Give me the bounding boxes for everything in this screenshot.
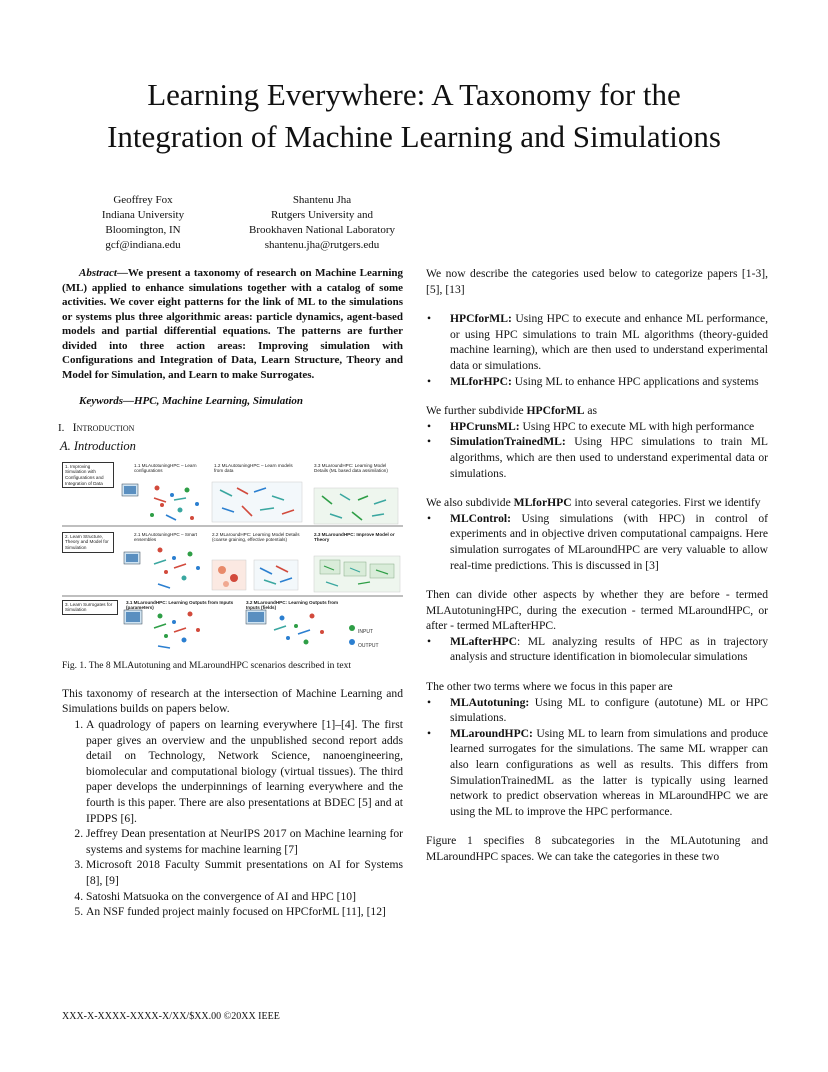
text: as: [584, 404, 597, 418]
figure-panel-2-2-label: 2.2 MLaroundHPC: Learning Model Details (coarse graining, effective potentials): [212, 531, 300, 543]
term: HPCforML:: [450, 312, 512, 326]
legend-input-label: INPUT: [358, 628, 373, 635]
term-definition: : ML analyzing results of HPC as in trajectory analysis and structure identification in biomolecular simulations: [450, 634, 768, 664]
term-definition: Using ML to learn from simulations and produce learned surrogates for the simulations. The same ML wrapper can also learn configurations as well as results. This differs from SimulationTrainedML as the latter is typically using learned network to predict observation whereas in MLaroundHPC we are using the ML to improve the HPC performance.: [450, 726, 768, 818]
title-line-2: Integration of Machine Learning and Simulations: [107, 119, 721, 154]
copyright-footer: XXX-X-XXXX-XXXX-X/XX/$XX.00 ©20XX IEEE: [62, 1011, 280, 1022]
term-definition: Using ML to configure (autotune) ML or HPC simulations.: [450, 695, 768, 725]
author-name: Geoffrey Fox: [113, 194, 173, 206]
figure-row2-label: 2. Learn Structure, Theory and Model for Simulation: [62, 532, 114, 553]
bullet-list: [426, 311, 768, 389]
section-number: I.: [58, 421, 65, 434]
figure-panel-2-1: [124, 547, 200, 588]
author-block-1: [82, 193, 204, 253]
term: MLforHPC: [513, 496, 572, 510]
figure-panel-3-2-label: 3.2 MLaroundHPC: Learning Outputs from Inputs (fields): [246, 599, 339, 611]
legend-output-label: OUTPUT: [358, 642, 379, 649]
author-affiliation: Indiana University: [101, 209, 185, 221]
figure-1: [62, 460, 403, 652]
author-name: Shantenu Jha: [292, 194, 352, 206]
list-item: [426, 434, 768, 481]
figure-panel-3-1-label: 3.1 MLaroundHPC: Learning Outputs from Inputs (parameters): [126, 599, 234, 611]
keywords-label: Keywords: [79, 395, 123, 407]
term: MLAutotuning:: [450, 695, 530, 709]
term-definition: Using HPC to execute and enhance ML performance, or using HPC simulations to train ML algorithms (theory-guided machine learning), which are then used to understand experimental data or simulations.: [450, 312, 768, 372]
figure-caption: Fig. 1. The 8 MLAutotuning and MLaroundHPC scenarios described in text: [62, 660, 352, 671]
term: HPCrunsML:: [450, 419, 520, 433]
paragraph: The other two terms where we focus in this paper are: [426, 680, 673, 694]
right-column: [426, 266, 768, 865]
list-item: [426, 374, 768, 390]
figure-panel-1-2-label: 1.2 MLAutotuningHPC – Learn models from data: [214, 462, 293, 474]
author-email[interactable]: shantenu.jha@rutgers.edu: [264, 239, 380, 251]
author-affiliation: Rutgers University and: [270, 209, 374, 221]
figure-panel-3-1: [124, 610, 200, 648]
paragraph: We now describe the categories used below to categorize papers [1-3], [5], [13]: [426, 267, 768, 296]
title-line-1: Learning Everywhere: A Taxonomy for the: [147, 77, 681, 112]
figure-panel-2-3-label: 2.3 MLaroundHPC: Improve Model or Theory: [314, 531, 395, 543]
figure-panel-2-2: [212, 560, 298, 590]
list-item: 3. Microsoft 2018 Faculty Summit presentations on AI for Systems [8], [9]: [86, 857, 403, 888]
keywords-text: —HPC, Machine Learning, Simulation: [123, 395, 304, 407]
term: MLControl:: [450, 511, 511, 525]
paragraph: Then can divide other aspects by whether they are before - termed MLAutotuningHPC, during the execution - termed MLaroundHPC, or after - termed MLafterHPC.: [426, 588, 768, 633]
abstract-text: —We present a taxonomy of research on Machine Learning (ML) applied to enhance simulations together with a catalog of some activities. We cover eight patterns for the link of ML to the simulations or systems plus three algorithmic areas: particle dynamics, agent-based models and partial differential equations. The patterns are further divided into three action areas: Improving simulation with Configurations and Integration of Data, Learn Structure, Theory and Model for Simulation, and Learn to make Surrogates.: [62, 267, 403, 381]
figure-panel-2-1-label: 2.1 MLAutotuningHPC – Smart ensembles: [134, 531, 198, 543]
figure-graphics: [62, 460, 403, 652]
subsection-heading: A. Introduction: [60, 439, 136, 454]
term-definition: Using ML to enhance HPC applications and systems: [511, 374, 759, 388]
figure-panel-1-1-label: 1.1 MLAutotuningHPC – Learn configurations: [134, 462, 197, 474]
figure-panel-1-2: [212, 482, 302, 522]
abstract-label: Abstract: [79, 267, 117, 279]
list-item: 4. Satoshi Matsuoka on the convergence of AI and HPC [10]: [86, 889, 403, 905]
legend-output-marker: [349, 639, 355, 645]
author-location: Bloomington, IN: [105, 224, 181, 236]
author-block-2: [232, 193, 412, 253]
author-affiliation-2: Brookhaven National Laboratory: [248, 224, 395, 236]
bullet-list: [426, 634, 768, 665]
list-item: [426, 311, 768, 373]
bullet-list: [426, 419, 768, 481]
section-title: Introduction: [72, 419, 135, 434]
term: MLafterHPC: [450, 634, 517, 648]
term: MLforHPC:: [450, 374, 512, 388]
figure-panel-1-1: [122, 484, 199, 520]
section-heading: [58, 420, 403, 437]
bullet-list: [426, 511, 768, 573]
author-email[interactable]: gcf@indiana.edu: [105, 239, 181, 251]
term-definition: Using HPC simulations to train ML algorithms, which are then used to understand experimental data or simulations.: [450, 435, 768, 480]
figure-panel-3-3-label: 3.3 MLaroundHPC: Learning Model Details (ML based data assimilation): [314, 462, 388, 474]
list-item: [426, 511, 768, 573]
term-definition: Using simulations (with HPC) in control of experiments and in objective driven computational campaigns. Here simulation surrogates of MLaroundHPC are very valuable to allow real-time predictions. This is discussed in [3]: [450, 511, 768, 572]
keywords: [62, 394, 403, 410]
list-item: 1. A quadrology of papers on learning everywhere [1]–[4]. The first paper gives an overview and the unpublished second report adds detail on Technology, Network Science, nanoengineering, biomolecular and computational biology (virtual tissues). The third paper develops the underpinnings of learning everywhere and the fourth is this paper. There are also presentations at BDEC [5] and at IPDPS [6].: [86, 717, 403, 826]
paper-title: [40, 74, 788, 158]
paragraph: [426, 403, 768, 419]
legend-input-marker: [349, 625, 355, 631]
text: We also subdivide: [426, 496, 514, 510]
list-item: 2. Jeffrey Dean presentation at NeurIPS 2017 on Machine learning for systems and systems for machine learning [7]: [86, 826, 403, 857]
list-item: 5. An NSF funded project mainly focused on HPCforML [11], [12]: [86, 904, 403, 920]
list-item: [426, 634, 768, 665]
term: HPCforML: [526, 404, 585, 418]
list-item: [426, 695, 768, 726]
figure-panel-2-3: [314, 556, 400, 592]
abstract: [62, 266, 403, 382]
list-item: [426, 726, 768, 820]
figure-row3-label: 3. Learn Surrogates for Simulation: [62, 600, 118, 615]
figure-panel-3-2: [246, 610, 324, 645]
figure-row1-label: 1. Improving Simulation with Configurations and Integration of Data: [62, 462, 114, 488]
term-definition: Using HPC to execute ML with high performance: [519, 419, 755, 433]
intro-paragraph: This taxonomy of research at the intersection of Machine Learning and Simulations builds on papers below.: [62, 686, 403, 716]
paragraph: Figure 1 specifies 8 subcategories in the MLAutotuning and MLaroundHPC spaces. We can take the categories in these two: [426, 834, 768, 863]
term: MLaroundHPC:: [450, 726, 533, 740]
text: into several categories. First we identify: [571, 496, 761, 510]
figure-panel-3-3: [314, 488, 398, 524]
list-item: [426, 419, 768, 435]
paragraph: [426, 495, 768, 511]
term: SimulationTrainedML:: [450, 435, 566, 449]
bullet-list: [426, 695, 768, 820]
text: We further subdivide: [426, 404, 527, 418]
reference-list: [62, 717, 403, 920]
left-column: [58, 266, 403, 920]
